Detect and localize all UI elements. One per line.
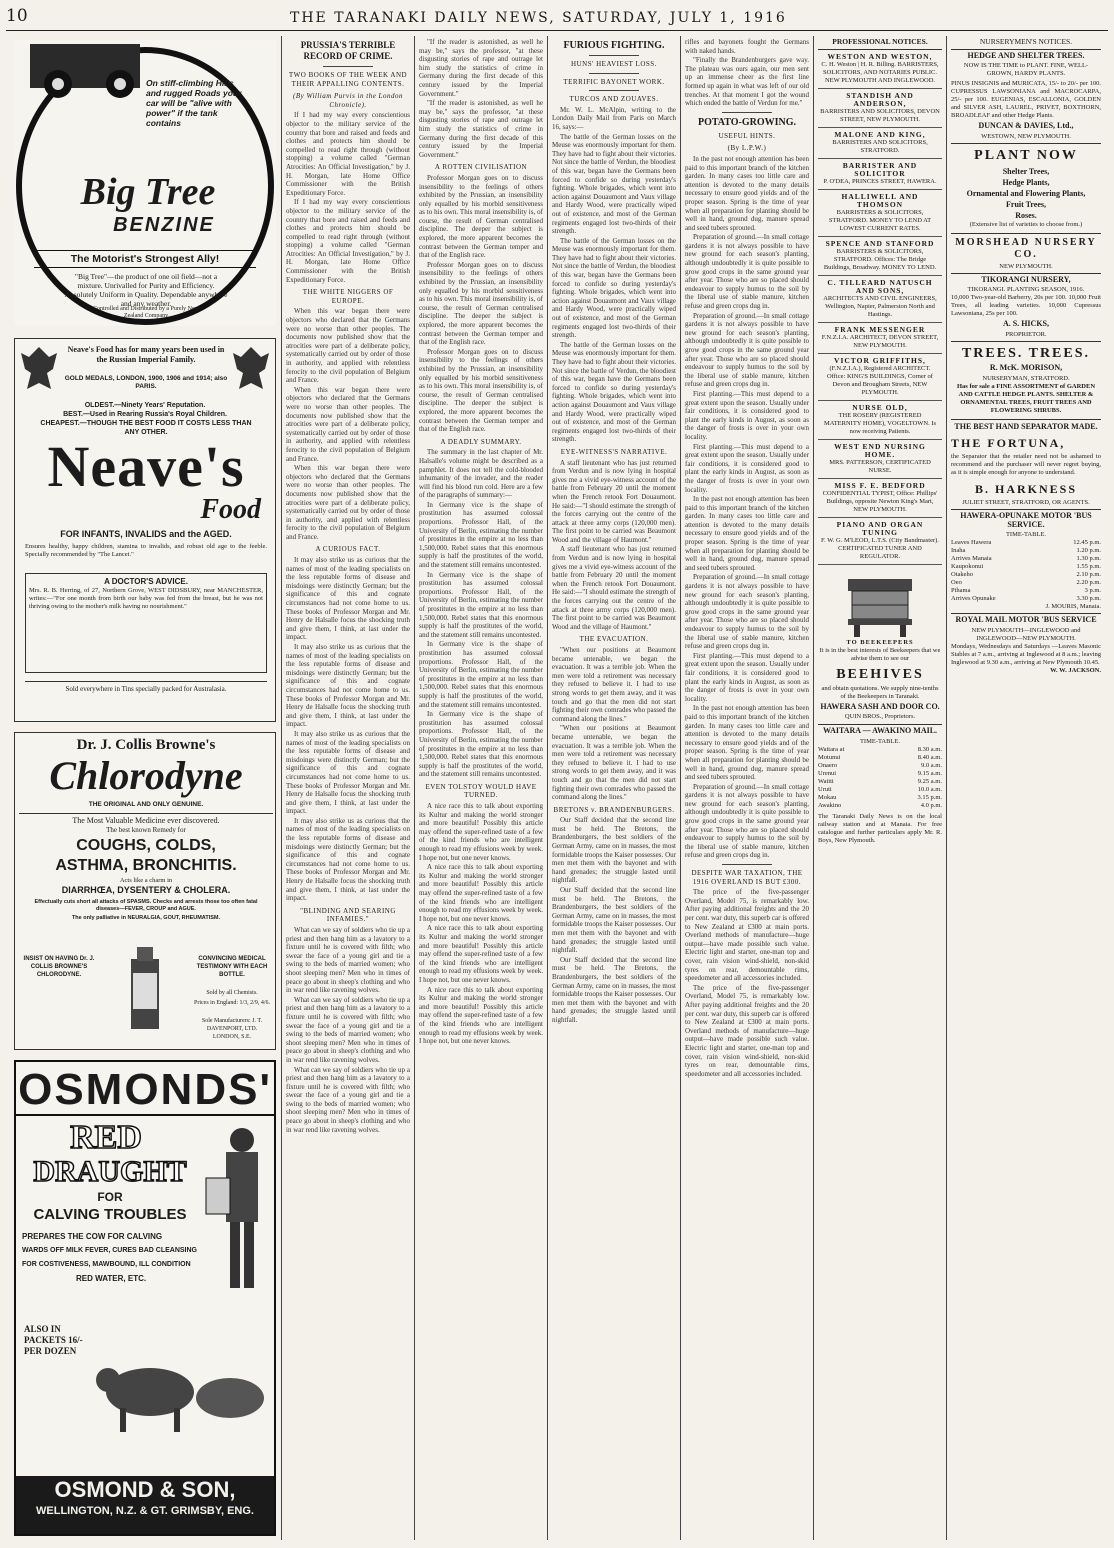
- paragraph: A staff lieutenant who has just returned from Verdun and is now lying in hospital gives me a vivid eye-witness account of the battle from February 20 until the moment when the French retook Fort Douaumont. He said:—"I should estimate the strength of the forces carrying out the centre of the attack at three army corps (120,000 men). The first point to be carried was Beaumont Wood and the village of Haumont.": [552, 458, 676, 544]
- duncan-davies: DUNCAN & DAVIES, Ltd.,: [978, 121, 1074, 131]
- paragraph: The price of the five-passenger Overland, Model 75, is remarkably low. After paying additional freights and the 20 per cent. war duty, this superb car is offered to New Zealand at £300 at main ports. Overland methods of manufacture—huge output—have made possible such value. Electric light and starter, one-man top and cover, rain vision wind-shield, non-skid tyres on rear, demountable rims, speedometer and all accessories included.: [685, 888, 809, 983]
- subhead: A CURIOUS FACT.: [315, 545, 381, 554]
- page-number: 10: [6, 6, 28, 26]
- osmond-l1: PREPARES THE COW FOR CALVING: [22, 1232, 163, 1241]
- plant-list-item: Shelter Trees,: [1002, 166, 1050, 176]
- timetable-stop: Oeo: [951, 579, 962, 587]
- notice-name: WEST END NURSING HOME.: [834, 441, 926, 459]
- osmonds-red-draught-ad: [14, 1060, 276, 1536]
- timetable-stop: Otakeho: [951, 571, 974, 579]
- paragraph: The summary in the last chapter of Mr. Halsalle's volume might be described as a pamphlet. It does not tell the cold-blooded inhumanity of the invader, and the reader will find his blood run cold. Here are a few of the paragraphs of summary:—: [419, 448, 543, 500]
- cattle-icon: [90, 1342, 270, 1442]
- bigtree-benzine: BENZINE: [113, 214, 215, 236]
- subhead: A DEADLY SUMMARY.: [440, 437, 522, 446]
- paragraph: Preparation of ground.—In small cottage gardens it is not always possible to have new ground for each season's planting, although undoubtedly it is quite possible to grow good crops in the same ground year after year. Those who are so placed should endeavour to supply humus to the soil by the liberal use of stable manure, kitchen refuse and green crops dug in.: [685, 311, 809, 389]
- plant-list: [951, 166, 1101, 221]
- timetable-row: [951, 547, 1101, 555]
- paragraph: In Germany vice is the shape of prostitution has assumed colossal proportions. Professor Hall, of the University of Berlin, estimating the number of prostitutes in the empire at no less than 1,500,000. Rebel states that this enormous supply is half the prostitutes of the world, and the statement still remains uncontested.: [419, 710, 543, 779]
- chlorodyne-orig: THE ORIGINAL AND ONLY GENUINE.: [88, 801, 204, 808]
- column-5: [685, 38, 809, 1540]
- paragraph: In the past not enough attention has been paid to this important branch of the kitchen garden. In many cases too little care and attention is devoted to the many details necessary to ensure good yields and of the proper season. Spring is the time of year when all preparation for planting should be well in hand, ground dug, manure spread and seed tubers sprouted.: [685, 495, 809, 572]
- paragraph: "When our positions at Beaumont became untenable, we began the evacuation. It was a terrible job. When the men were told a retirement was necessary they refused to believe it. I had to use strong words to get them away, and it was touch and go that the men did not start fighting their own comrades who passed the command along the lines.": [552, 724, 676, 802]
- deck: HUNS' HEAVIEST LOSS.: [571, 60, 657, 68]
- professional-notice: [818, 518, 942, 565]
- paragraph: A nice race this to talk about exporting its Kultur and making the world stronger and more beautiful! Possibly this article may offend the super-refined taste of a few of the kind friends who are intelligent enough to read my effusions week by week. I hope not, but one never knows.: [419, 863, 543, 923]
- paragraph: Preparation of ground.—In small cottage gardens it is not always possible to have new ground for each season's planting, although undoubtedly it is quite possible to grow good crops in the same ground year after year. Those who are so placed should endeavour to supply humus to the soil by the liberal use of stable manure, kitchen refuse and green crops dug in.: [685, 233, 809, 311]
- chlorodyne-brand: Chlorodyne: [49, 753, 243, 798]
- beehive-ad: [818, 639, 942, 722]
- professional-notice: [818, 128, 942, 159]
- notice-name: VICTOR GRIFFITHS,: [834, 355, 926, 365]
- timetable-stop: Uruti: [818, 785, 832, 793]
- timetable-time: 1.30 p.m.: [1076, 555, 1101, 563]
- timetable-row: [951, 595, 1101, 603]
- neave-brand: Neave's: [47, 434, 245, 499]
- timetable-row: [951, 555, 1101, 563]
- timetable-row: [951, 539, 1101, 547]
- professional-notice: [818, 323, 942, 354]
- plant-now: PLANT NOW: [974, 147, 1078, 163]
- morshead-loc: NEW PLYMOUTH.: [951, 263, 1101, 274]
- osmond-footer2: WELLINGTON, N.Z. & GT. GRIMSBY, ENG.: [36, 1505, 254, 1517]
- bee-firm2: QUIN BROS., Proprietors.: [844, 713, 916, 721]
- chlorodyne-known: The best known Remedy for: [106, 826, 186, 834]
- subhead: "BLINDING AND SEARING INFAMIES.": [300, 906, 396, 924]
- timetable-stop: Onaero: [818, 761, 838, 769]
- prussia-byline: (By William Purvis in the London Chronicle).: [293, 92, 403, 109]
- bigtree-slogan: The Motorist's Strongest Ally!: [34, 250, 256, 268]
- divider: [323, 66, 373, 67]
- paragraph: If I had my way every conscientious objector to the military service of the country that bore and raised and feeds and clothes and protects him should be compelled to read right through (without stopping) a volume called "German Atrocities: An Official Investigation," by J. H. Morgan, late Home Office Commissioner with the British Expeditionary Force.: [286, 111, 410, 197]
- paragraph: A nice race this to talk about exporting its Kultur and making the world stronger and more beautiful! Possibly this article may offend the super-refined taste of a few of the kind friends who are intelligent enough to read my effusions week by week. I hope not, but one never knows.: [419, 985, 543, 1046]
- masthead-rule: [6, 30, 1108, 31]
- paragraph: What can we say of soldiers who tie up a priest and then hang him as a lavatory to a fixture until he is covered with filth; who swear the face of a young girl and tie a swing to the beds of married women; who shoot sleeping men? Men who in times of peace go about in sheep's clothing and who in war rend like ravening wolves.: [286, 926, 410, 995]
- paragraph: What can we say of soldiers who tie up a priest and then hang him as a lavatory to a fixture until he is covered with filth; who swear the face of a young girl and tie a swing to the beds of married women; who shoot sleeping men? Men who in times of peace go about in sheep's clothing and who in war rend like ravening wolves.: [286, 995, 410, 1064]
- column-rule: [547, 36, 548, 1540]
- notice-name: WESTON AND WESTON,: [827, 51, 933, 61]
- morison-sub: NURSERYMAN, STRATFORD.: [982, 374, 1070, 382]
- tikorangi: TIKORANGI NURSERY,: [981, 274, 1071, 284]
- timetable-stop: Inaha: [951, 547, 966, 555]
- timetable-row: [818, 802, 942, 810]
- byline: (By L.P.W.): [727, 144, 767, 153]
- professional-notice: [818, 237, 942, 276]
- notice-body: F. W. G. M'LEOD, L.T.S. (City Bandmaster). CERTIFICATED TUNER AND REGULATOR.: [821, 536, 939, 560]
- timetable-time: 3.30 p.m.: [1076, 595, 1101, 603]
- neave-food: Food: [200, 494, 261, 525]
- osmond-brand: OSMONDS': [16, 1066, 274, 1116]
- bee-body: It is in the best interests of Beekeepers that we advise them to see our: [819, 646, 941, 662]
- hicks: A. S. HICKS,: [1002, 319, 1049, 329]
- paragraph: When this war began there were objectors who declared that the Germans were no worse than other peoples. The documents now published show that the atrocities were part of a deliberate policy, systematically carried out by order of those in authority, and applied with relentless ferocity to the civil population of Belgium and France.: [286, 385, 410, 463]
- morison-body: Has for sale a FINE ASSORTMENT of GARDEN AND CATTLE HEDGE PLANTS. SHELTER & ORNAMENTAL TREES, FRUIT TREES AND FLOWERING SHRUBS.: [956, 382, 1096, 414]
- notice-body: BARRISTERS AND SOLICITORS, DEVON STREET, NEW PLYMOUTH.: [820, 107, 940, 123]
- potato-headline: POTATO-GROWING.: [697, 116, 797, 128]
- paragraph: Our Staff decided that the second line must be held. The Bretons, the Brandenburgers, the best soldiers of the German Army, came on in masses, the most formidable troops the Kaiser possesses. Our men met them with the bayonet and with hand grenades; the struggle lasted until nightfall.: [552, 955, 676, 1024]
- paragraph: A nice race this to talk about exporting its Kultur and making the world stronger and more beautiful! Possibly this article may offend the super-refined taste of a few of the kind friends who are intelligent enough to read my effusions week by week. I hope not, but one never knows.: [419, 802, 543, 862]
- paragraph: If I had my way every conscientious objector to the military service of the country that bore and raised and feeds and clothes and protects him should be compelled to read right through (without stopping) a volume called "German Atrocities: An Official Investigation," by J. H. Morgan, late Home Office Commissioner with the British Expeditionary Force.: [286, 198, 410, 284]
- harkness: B. HARKNESS: [974, 482, 1078, 497]
- column-6: [818, 38, 942, 1540]
- notice-body: C. H. Weston | H. R. Billing. BARRISTERS, SOLICITORS, AND NOTARIES PUBLIC. NEW PLYMOUTH AND INGLEWOOD.: [821, 60, 939, 84]
- timetable-time: 1.55 p.m.: [1076, 563, 1101, 571]
- notice-body: ARCHITECTS AND CIVIL ENGINEERS, Wellington, Napier, Palmerston North and Hastings.: [823, 294, 937, 318]
- timetable-stop: Arrives Manaia: [951, 555, 992, 563]
- timetable-time: 3.15 p.m.: [917, 793, 942, 801]
- chlorodyne-l4: DIARRHŒA, DYSENTERY & CHOLERA.: [61, 885, 231, 895]
- plant-list-item: Ornamental and Flowering Plants,: [966, 188, 1086, 198]
- chlorodyne-l1: COUGHS, COLDS,: [76, 837, 216, 854]
- paragraph: First planting.—This must depend to a great extent upon the season. Usually under fair conditions, it is considered good to plant the early kinds in August, as soon as the danger of frosts is over in your own locality.: [685, 389, 809, 441]
- timetable-row: [951, 571, 1101, 579]
- furious-fighting-headline: FURIOUS FIGHTING.: [563, 40, 665, 51]
- paragraph: It may also strike us as curious that the names of most of the leading specialists on the less reputable forms of disease and misdoings were distinctly German; but the significance of this and cognate circumstances had not come home to us. These books of Professor Morgan and Mr. Henry de Halsalle focus the shocking truth and give them, I think, at last under the impact.: [286, 729, 410, 816]
- professional-header: PROFESSIONAL NOTICES.: [818, 38, 942, 50]
- subhead: THE WHITE NIGGERS OF EUROPE.: [302, 288, 394, 305]
- notice-body: THE ROSERY (REGISTERED MATERNITY HOME), VOGELTOWN. Is now receiving Patients.: [823, 411, 937, 435]
- plant-list-item: Roses.: [1015, 210, 1037, 220]
- notice-name: STANDISH AND ANDERSON,: [846, 90, 914, 108]
- notice-body: P. O'DEA, PRINCES STREET, HAWERA.: [823, 177, 937, 185]
- osmond-l2: WARDS OFF MILK FEVER, CURES BAD CLEANSING: [22, 1247, 198, 1254]
- bee-head: TO BEEKEEPERS: [846, 638, 914, 646]
- royal-prop: W. W. JACKSON.: [1050, 666, 1101, 674]
- morshead-nursery: MORSHEAD NURSERY CO.: [951, 233, 1101, 261]
- professional-notice: [818, 50, 942, 89]
- paragraph: In the past not enough attention has been paid to this important branch of the kitchen garden. In many cases too little care and attention is devoted to the many details necessary to ensure good yields and of the proper season. Spring is the time of year when all preparation for planting should be well in hand, ground dug, manure spread and seed tubers sprouted.: [685, 154, 809, 232]
- paragraph: When this war began there were objectors who declared that the Germans were no worse than other peoples. The documents now published show that the atrocities were part of a deliberate policy, systematically carried out by order of those in authority, and applied with relentless ferocity to the civil population of Belgium and France.: [286, 464, 410, 541]
- chlorodyne-sold: Sold by all Chemists.: [206, 990, 258, 996]
- paragraph: Our Staff decided that the second line must be held. The Bretons, the Brandenburgers, the best soldiers of the German Army, came on in masses, the most formidable troops the Kaiser possesses. Our men met them with the bayonet and with hand grenades; the struggle lasted until nightfall.: [552, 816, 676, 885]
- column-3: [419, 38, 543, 1540]
- timetable-time: 1.20 p.m.: [1076, 547, 1101, 555]
- chlorodyne-l5: Effectually cuts short all attacks of SPASMS. Checks and arrests those too often fatal diseases—FEVER, CROUP and AGUE.: [34, 899, 258, 912]
- osmond-footer: [16, 1476, 274, 1534]
- bee-body2: and obtain quotations. We supply nine-tenths of the Beekeepers in Taranaki.: [821, 684, 939, 700]
- plant-list-item: Hedge Plants,: [1002, 177, 1050, 187]
- chlorodyne-prices: Prices in England: 1/3, 2/9, 4/6.: [194, 1000, 270, 1006]
- timetable-time: 8.40 a.m.: [917, 753, 942, 761]
- timetable-stop: Leaves Hawera: [951, 539, 992, 547]
- hedge-body: NOW IS THE TIME to PLANT. FINE, WELL-GROWN, HARDY PLANTS.: [963, 62, 1089, 78]
- newspaper-title: THE TARANAKI DAILY NEWS, SATURDAY, JULY 1, 1916: [290, 10, 787, 26]
- chlorodyne-insist: INSIST ON HAVING Dr. J. COLLIS BROWNE'S CHLORODYNE.: [23, 956, 95, 978]
- timetable-time: 2.20 p.m.: [1076, 579, 1101, 587]
- timetable-stop: Motunui: [818, 753, 841, 761]
- divider: [589, 90, 639, 91]
- paragraph: In Germany vice is the shape of prostitution has assumed colossal proportions. Professor Hall, of the University of Berlin, estimating the number of prostitutes in the empire at no less than 1,500,000. Rebel states that this enormous supply is half the prostitutes of the world, and the statement still remains uncontested.: [419, 640, 543, 709]
- paragraph: "If the reader is astonished, as well he may be," says the professor, "at these disgusting stories of rape and outrage let him study the statistics of crime in Germany during the first decade of this century issued by the Imperial Government.": [419, 38, 543, 98]
- deck: TERRIFIC BAYONET WORK.: [563, 77, 665, 86]
- paragraph: It may also strike us as curious that the names of most of the leading specialists on the less reputable forms of disease and misdoings were distinctly German; but the significance of this and cognate circumstances had not come home to us. These books of Professor Morgan and Mr. Henry de Halsalle focus the shocking truth and give them, I think, at last under the impact.: [286, 556, 410, 642]
- osmond-draught: DRAUGHT: [33, 1155, 187, 1188]
- divider: [722, 112, 772, 113]
- notice-name: MISS F. E. BEDFORD: [834, 480, 926, 490]
- timetable-row: [818, 762, 942, 770]
- neave-best: BEST.—Used in Rearing Russia's Royal Children.: [63, 411, 227, 418]
- trees-trees: TREES. TREES.: [961, 345, 1091, 361]
- column-rule: [680, 36, 681, 1540]
- masthead: [0, 0, 1114, 34]
- paragraph: It may also strike us as curious that the names of most of the leading specialists on the less reputable forms of disease and misdoings were distinctly German; but the significance of this and cognate circumstances had not come home to us. These books of Professor Morgan and Mr. Henry de Halsalle focus the shocking truth and give them, I think, at last under the impact.: [286, 816, 410, 903]
- notice-name: C. TILLEARD NATUSCH AND SONS,: [827, 277, 933, 295]
- professional-notice: [818, 89, 942, 128]
- coach-timetable: [818, 724, 942, 810]
- coach-rows: [818, 746, 942, 810]
- separator-head: THE BEST HAND SEPARATOR MADE.: [951, 419, 1101, 432]
- neave-oldest: OLDEST.—Ninety Years' Reputation.: [84, 402, 206, 409]
- osmond-l4: RED WATER, ETC.: [76, 1274, 147, 1283]
- timetable-time: 10.0 a.m.: [917, 785, 942, 793]
- notice-body: BARRISTERS & SOLICITORS, STRATFORD. MONEY TO LEND AT LOWEST CURRENT RATES.: [828, 208, 932, 232]
- bigtree-brand: Big Tree: [80, 171, 216, 213]
- professional-notice: [818, 276, 942, 323]
- divider: [589, 55, 639, 56]
- notice-name: FRANK MESSENGER: [834, 324, 926, 334]
- timetable-stop: Waiiti: [818, 777, 834, 785]
- paragraph: A nice race this to talk about exporting its Kultur and making the world stronger and more beautiful! Possibly this article may offend the super-refined taste of a few of the kind friends who are intelligent enough to read my effusions week by week. I hope not, but one never knows.: [419, 924, 543, 984]
- paragraph: Mr. W. L. McAlpin, writing to the London Daily Mail from Paris on March 16, says:—: [552, 105, 676, 131]
- subhead: A ROTTEN CIVILISATION: [434, 163, 528, 172]
- notice-body: BARRISTERS AND SOLICITORS, STRATFORD.: [832, 138, 928, 154]
- divider: [589, 73, 639, 74]
- osmond-footer1: OSMOND & SON,: [54, 1477, 236, 1502]
- paragraph: In Germany vice is the shape of prostitution has assumed colossal proportions. Professor Hall, of the University of Berlin, estimating the number of prostitutes in the empire at no less than 1,500,000. Rebel states that this enormous supply is half the prostitutes of the world, and the statement still remains uncontested.: [419, 500, 543, 570]
- paragraph: It may also strike us as curious that the names of most of the leading specialists on the less reputable forms of disease and misdoings were distinctly German; but the significance of this and cognate circumstances had not come home to us. These books of Professor Morgan and Mr. Henry de Halsalle focus the shocking truth and give them, I think, at last under the impact.: [286, 643, 410, 729]
- bee-firm: HAWERA SASH AND DOOR CO.: [820, 701, 940, 711]
- paragraph: The battle of the German losses on the Meuse was enormously important for them. They have had to fight about their victories. Not since the battle of Verdun, the bloodiest of this war, began have the Germans been forced to confide so during yesterday's fighting. Whole brigades, which went into action against Douaumont and Vaux village and Hardy Wood, were practically wiped out of existence, and most of the German regiments engaged lost two-thirds of their strength.: [552, 236, 676, 340]
- paragraph: Our Staff decided that the second line must be held. The Bretons, the Brandenburgers, the best soldiers of the German Army, came on in masses, the most formidable troops the Kaiser possesses. Our men met them with the bayonet and with hand grenades; the struggle lasted until nightfall.: [552, 886, 676, 955]
- notice-body: (F.N.Z.I.A.), Registered ARCHITECT. Office: KING'S BUILDINGS, Corner of Devon and Brougham Streets, NEW PLYMOUTH.: [827, 364, 933, 396]
- coach-sub: TIME-TABLE.: [859, 737, 901, 745]
- timetable-row: [818, 778, 942, 786]
- deck: TURCOS AND ZOUAVES.: [569, 95, 659, 104]
- paragraph: First planting.—This must depend to a great extent upon the season. Usually under fair conditions, it is considered good to plant the early kinds in August, as soon as the danger of frosts is over in your own locality.: [685, 442, 809, 494]
- timetable-time: 3 p.m.: [1084, 587, 1101, 595]
- paragraph: A staff lieutenant who has just returned from Verdun and is now lying in hospital gives me a vivid eye-witness account of the battle from February 20 until the moment when the French retook Fort Douaumont. He said:—"I should estimate the strength of the forces carrying out the centre of the attack at three army corps (120,000 men). The first point to be carried was Beaumont Wood and the village of Haumont.": [552, 545, 676, 631]
- osmond-for: FOR: [97, 1190, 123, 1204]
- paragraph: Professor Morgan goes on to discuss insensibility to the feelings of others exhibited by the Prussian, an insensibility only equalled by his morbid sensitiveness as to his own. This moral insensibility is, of course, the result of German centralised discipline. The deeper the subject is explored, the more apparent becomes the contrast between the German temper and that of the English race.: [419, 173, 543, 260]
- timetable-stop: Pihama: [951, 587, 971, 595]
- bigtree-lead: On stiff-climbing Hills and rugged Roads your car will be "alive with power" if the tank contains: [146, 78, 242, 128]
- morison: R. McK. MORISON,: [989, 362, 1063, 372]
- timetable-stop: Awakino: [818, 801, 842, 809]
- timetable-time: 2.10 p.m.: [1076, 571, 1101, 579]
- bus-sub: TIME-TABLE.: [1005, 531, 1047, 539]
- imperial-eagle-icon: [19, 343, 59, 395]
- notices-list: [818, 50, 942, 565]
- plant-note: (Extensive list of varieties to choose from.): [969, 220, 1083, 228]
- column-rule: [813, 36, 814, 1540]
- timetable-time: 9.25 a.m.: [917, 777, 942, 785]
- chlorodyne-l6: The only palliative in NEURALGIA, GOUT, RHEUMATISM.: [71, 915, 221, 921]
- paragraph: The battle of the German losses on the Meuse was enormously important for them. They have had to fight about their victories. Not since the battle of Verdun, the bloodiest of this war, began have the Germans been forced to confide so during yesterday's fighting. Whole brigades, which went into action against Douaumont and Vaux village and Hardy Wood, were practically wiped out of existence, and most of the German regiments engaged lost two-thirds of their strength.: [552, 340, 676, 444]
- paragraph: The price of the five-passenger Overland, Model 75, is remarkably low. After paying additional freights and the 20 per cent. war duty, this superb car is offered to New Zealand at £300 at main ports. Overland methods of manufacture—huge output—have made possible such value. Electric light and starter, one-man top and cover, rain vision wind-shield, non-skid tyres on rear, demountable rims, speedometer and all accessories included.: [685, 983, 809, 1078]
- bigtree-footer: Controlled and Distributed by a Purely New Zealand Company: [93, 306, 199, 319]
- subhead: THE EVACUATION.: [579, 635, 649, 644]
- professional-notice: [818, 354, 942, 401]
- column-7: [951, 38, 1101, 1540]
- chlorodyne-valued: The Most Valuable Medicine ever discovered.: [19, 813, 273, 826]
- bus-head: HAWERA-OPUNAKE MOTOR 'BUS SERVICE.: [960, 511, 1092, 529]
- osmond-price: ALSO IN PACKETS 16/- PER DOZEN: [24, 1324, 83, 1356]
- timetable-row: [951, 579, 1101, 587]
- paragraph: Preparation of ground.—In small cottage gardens it is not always possible to have new ground for each season's planting, although undoubtedly it is quite possible to grow good crops in the same ground year after year. Those who are so placed should endeavour to supply humus to the soil by the liberal use of stable manure, kitchen refuse and green crops dug in.: [685, 782, 809, 860]
- professional-notice: [818, 401, 942, 440]
- neave-advice-title: A DOCTOR'S ADVICE.: [104, 577, 188, 586]
- hedge-items: PINUS INSIGNIS and MURICATA, 15/- to 20/- per 100. CUPRESSUS LAWSONIANA and MACROCARPA, 25/- per 100. EUGENIAS, ESCALLONIA, GOLDEN and SILVER ASH, LAUREL, PRIVET, BOXTHORN, BROADLEAF and other Hedge Plants.: [951, 80, 1101, 120]
- notice-name: HALLIWELL AND THOMSON: [841, 191, 919, 209]
- tik-body: 10,000 Two-year-old Barberry, 20s per 100. 10,000 Fruit Trees, all leading varieties. 10,000 Cupressus Lawsoniana, 25s per 100.: [951, 294, 1101, 318]
- chlorodyne-l3: Acts like a charm in: [119, 877, 173, 884]
- bigtree-body: "Big Tree"—the product of one oil field—not a mixture. Unrivalled for Purity and Efficiency. Absolutely Uniform in Quality. Dependable anywhere and any weather.: [64, 272, 228, 308]
- timetable-stop: Mokau: [818, 793, 837, 801]
- neave-sold: Sold everywhere in Tins specially packed for Australasia.: [25, 681, 267, 694]
- timetable-time: 9.0 a.m.: [921, 761, 942, 769]
- timetable-time: 9.15 a.m.: [917, 769, 942, 777]
- column-4: [552, 38, 676, 1540]
- divider: [722, 864, 772, 865]
- coach-head: WAITARA — AWAKINO MAIL.: [822, 726, 938, 736]
- paragraph: In the past not enough attention has been paid to this important branch of the kitchen garden. In many cases too little care and attention is devoted to the many details necessary to ensure good yields and of the proper season. Spring is the time of year when all preparation for planting should be well in hand, ground dug, manure spread and seed tubers sprouted.: [685, 704, 809, 782]
- chlorodyne-convincing: CONVINCING MEDICAL TESTIMONY WITH EACH BOTTLE.: [196, 956, 268, 978]
- neave-advice-text: Mrs. R. B. Herring, of 27, Northern Grove, WEST DIDSBURY, near MANCHESTER, writes:—"For one month from birth our baby was fed from the breast, but he was not thriving owing to the mother's milk having no nourishment.": [29, 587, 263, 610]
- timetable-stop: Arrives Opunake: [951, 595, 996, 603]
- neave-intro: Neave's Food has for many years been used in the Russian Imperial Family.: [67, 345, 225, 364]
- neave-body: Ensures healthy, happy children, stamina to invalids, and robust old age to the feeble. Specially recommended by "The Lancet.": [25, 543, 267, 558]
- hedge-head: HEDGE AND SHELTER TREES.: [967, 50, 1085, 60]
- osmond-l3: FOR COSTIVENESS, MAWBOUND, ILL CONDITION: [22, 1261, 191, 1268]
- notice-body: F.N.Z.I.A. ARCHITECT, DEVON STREET, NEW PLYMOUTH.: [821, 333, 939, 349]
- duncan-loc: WESTOWN, NEW PLYMOUTH.: [951, 133, 1101, 144]
- professional-notice: [818, 440, 942, 479]
- bus-rows: [951, 539, 1101, 603]
- harkness-sub: JULIET STREET, STRATFORD, OR AGENTS.: [951, 499, 1101, 510]
- subhead: DESPITE WAR TAXATION, THE 1916 OVERLAND IS BUT £300.: [691, 869, 803, 886]
- royal-sub: NEW PLYMOUTH—INGLEWOOD and INGLEWOOD—NEW PLYMOUTH.: [971, 626, 1081, 642]
- notes: The Taranaki Daily News is on the local railway station and at Manaia. For free catalogue and further particulars apply Mr. R. Boys, New Plymouth.: [818, 812, 942, 844]
- beehives-title: BEEHIVES: [836, 666, 924, 682]
- paragraph: When this war began there were objectors who declared that the Germans were no worse than other peoples. The documents now published show that the atrocities were part of a deliberate policy, systematically carried out by order of those in authority, and applied with relentless ferocity to the civil population of Belgium and France.: [286, 307, 410, 385]
- timetable-row: [818, 794, 942, 802]
- fortuna-body: the Separator that the retailer need not be ashamed to recommend and the purchaser will never regret buying, as it is simple enough for anyone to understand.: [951, 453, 1101, 477]
- royal-body: Mondays, Wednesdays and Saturdays —Leaves Masonic Stables at 7 a.m., arriving at Inglewood at 8 a.m.; leaving Inglewood at 9.30 a.m., arriving at New Plymouth 10.45.: [951, 642, 1101, 666]
- subhead: EYE-WITNESS'S NARRATIVE.: [560, 447, 668, 456]
- paragraph: Professor Morgan goes on to discuss insensibility to the feelings of others exhibited by the Prussian, an insensibility only equalled by his morbid sensitiveness as to his own. This moral insensibility is, of course, the result of German centralised discipline. The deeper the subject is explored, the more apparent becomes the contrast between the German temper and that of the English race.: [419, 347, 543, 434]
- osmond-red: RED: [70, 1119, 142, 1156]
- subhead: BRETONS v. BRANDENBURGERS.: [553, 805, 675, 814]
- imperial-eagle-icon-right: [231, 343, 271, 395]
- prussia-headline: PRUSSIA'S TERRIBLE RECORD OF CRIME.: [300, 40, 396, 61]
- professional-notice: [818, 159, 942, 190]
- notice-name: MALONE AND KING,: [834, 129, 926, 139]
- chlorodyne-bottle-icon: [115, 943, 175, 1033]
- timetable-stop: Waitara at: [818, 745, 845, 753]
- column-rule: [946, 36, 947, 1540]
- notice-name: NURSE OLD,: [852, 402, 908, 412]
- timetable-row: [951, 563, 1101, 571]
- paragraph: "When our positions at Beaumont became untenable, we began the evacuation. It was a terrible job. When the men were told a retirement was necessary they refused to believe it. I had to use strong words to get them away, and it was touch and go that the men did not start fighting their own comrades who passed the command along the lines.": [552, 646, 676, 723]
- neave-cheapest: CHEAPEST.—THOUGH THE BEST FOOD IT COSTS LESS THAN ANY OTHER.: [40, 420, 252, 436]
- osmond-calving: CALVING TROUBLES: [33, 1206, 187, 1223]
- column-2: [286, 38, 410, 1540]
- paragraph: "Finally the Brandenburgers gave way. The plateau was ours again, our men sent up an immense cheer as the first line formed up again in what was left of our old trenches. At that moment I got the wound which ended the battle of Verdun for me.": [685, 56, 809, 108]
- timetable-row: [818, 770, 942, 778]
- notice-name: PIANO AND ORGAN TUNING: [836, 519, 924, 537]
- column-rule: [281, 36, 282, 1540]
- bigtree-benzine-ad: [14, 40, 276, 326]
- chlorodyne-l2: ASTHMA, BRONCHITIS.: [55, 857, 237, 874]
- timetable-time: 12.45 p.m.: [1073, 539, 1101, 547]
- paragraph: "If the reader is astonished, as well he may be," says the professor, "at these disgusting stories of rape and outrage let him study the statistics of crime in Germany during the first decade of this century issued by the Imperial Government.": [419, 99, 543, 159]
- paragraph: rifles and bayonets fought the Germans with naked hands.: [685, 38, 809, 55]
- timetable-row: [818, 754, 942, 762]
- chlorodyne-ad: [14, 732, 276, 1050]
- paragraph: The battle of the German losses on the Meuse was enormously important for them. They have had to fight about their victories. Not since the battle of Verdun, the bloodiest of this war, began have the Germans been forced to confide so during yesterday's fighting. Whole brigades, which went into action against Douaumont and Vaux village and Hardy Wood, were practically wiped out of existence, and most of the German regiments engaged lost two-thirds of their strength.: [552, 132, 676, 236]
- timetable-time: 4.0 p.m.: [920, 801, 942, 809]
- column-rule: [414, 36, 415, 1540]
- paragraph: Preparation of ground.—In small cottage gardens it is not always possible to have new ground for each season's planting, although undoubtedly it is quite possible to grow good crops in the same ground year after year. Those who are so placed should endeavour to supply humus to the soil by the liberal use of stable manure, kitchen refuse and green crops dug in.: [685, 573, 809, 651]
- timetable-row: [818, 786, 942, 794]
- neave-sub: FOR INFANTS, INVALIDS and the AGED.: [60, 529, 232, 539]
- timetable-row: [951, 587, 1101, 595]
- notice-name: BARRISTER AND SOLICITOR: [842, 160, 918, 178]
- neaves-food-ad: [14, 338, 276, 722]
- paragraph: In Germany vice is the shape of prostitution has assumed colossal proportions. Professor Hall, of the University of Berlin, estimating the number of prostitutes in the empire at no less than 1,500,000. Rebel states that this enormous supply is half the prostitutes of the world, and the statement still remains uncontested.: [419, 570, 543, 639]
- beehive-icon: [818, 569, 942, 639]
- fortuna: THE FORTUNA,: [951, 436, 1066, 451]
- deck: USEFUL HINTS.: [718, 131, 776, 140]
- farmer-figure-icon: [202, 1118, 272, 1298]
- notice-body: MRS. PATTERSON, CERTIFICATED NURSE.: [829, 458, 931, 474]
- timetable-stop: Kaupokonui: [951, 563, 984, 571]
- timetable-stop: Urenui: [818, 769, 837, 777]
- hicks-sub: PROPRIETOR.: [951, 331, 1101, 342]
- prussia-deck: TWO BOOKS OF THE WEEK AND THEIR APPALLING CONTENTS.: [288, 71, 408, 88]
- timetable-time: 8.30 a.m.: [917, 745, 942, 753]
- timetable-row: [818, 746, 942, 754]
- notice-body: CONFIDENTIAL TYPIST, Office: Phillips' Buildings, opposite Newton King's Mart, NEW PLYMOUTH.: [822, 489, 938, 513]
- professional-notice: [818, 479, 942, 518]
- notice-body: BARRISTERS & SOLICITORS, STRATFORD. Offices: The Bridge Buildings, Broadway. MONEY TO LEND.: [823, 247, 937, 271]
- professional-notice: [818, 190, 942, 237]
- bus-prop: J. MOURIS, Manaia.: [951, 603, 1101, 614]
- neave-advice-box: [25, 573, 267, 673]
- paragraph: Professor Morgan goes on to discuss insensibility to the feelings of others exhibited by the Prussian, an insensibility only equalled by his morbid sensitiveness as to his own. This moral insensibility is, of course, the result of German centralised discipline. The deeper the subject is explored, the more apparent becomes the contrast between the German temper and that of the English race.: [419, 260, 543, 347]
- plant-list-item: Fruit Trees,: [1006, 199, 1046, 209]
- chlorodyne-mfr: Sole Manufacturers: J. T. DAVENPORT, LTD. LONDON, S.E.: [201, 1018, 263, 1040]
- tik-sub: TIKORANGI. PLANTING SEASON, 1916.: [967, 286, 1085, 294]
- subhead: EVEN TOLSTOY WOULD HAVE TURNED.: [425, 782, 537, 800]
- chlorodyne-brand-top: Dr. J. Collis Browne's: [76, 737, 216, 753]
- royal-head: ROYAL MAIL MOTOR 'BUS SERVICE: [955, 615, 1097, 625]
- notice-name: SPENCE AND STANFORD: [825, 238, 935, 248]
- neave-medals: GOLD MEDALS, LONDON, 1900, 1906 and 1914; also PARIS.: [64, 375, 228, 390]
- paragraph: What can we say of soldiers who tie up a priest and then hang him as a lavatory to a fixture until he is covered with filth; who swear the face of a young girl and tie a swing to the beds of married women; who shoot sleeping men? Men who in times of peace go about in sheep's clothing and who in war rend like ravening wolves.: [286, 1065, 410, 1134]
- nurserymen-header: NURSERYMEN'S NOTICES.: [951, 38, 1101, 50]
- paragraph: First planting.—This must depend to a great extent upon the season. Usually under fair conditions, it is considered good to plant the early kinds in August, as soon as the danger of frosts is over in your own locality.: [685, 651, 809, 703]
